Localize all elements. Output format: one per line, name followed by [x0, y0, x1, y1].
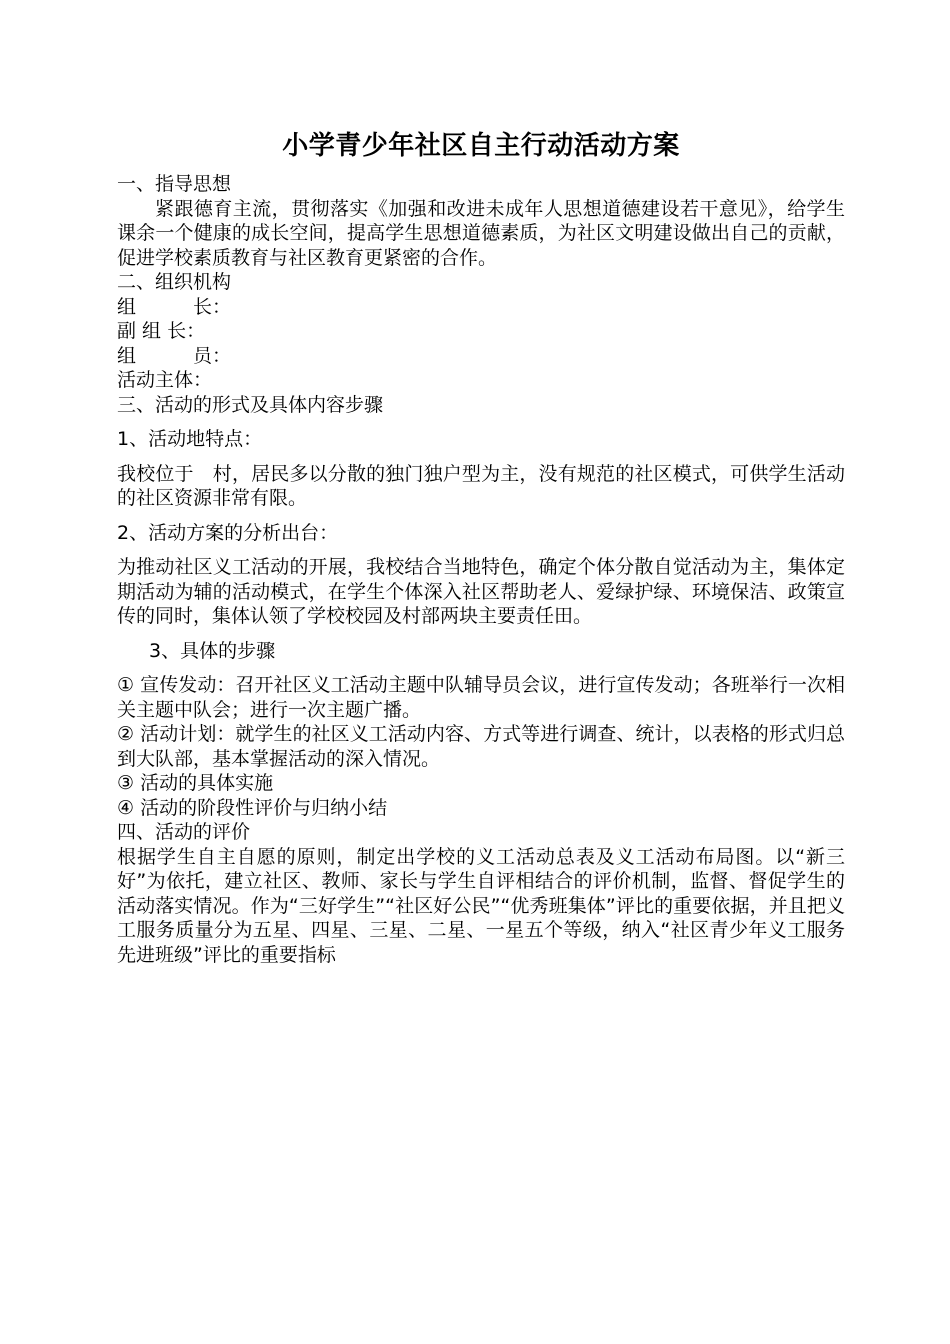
step-item: ① 宣传发动：召开社区义工活动主题中队辅导员会议，进行宣传发动；各班举行一次相关主题中队会；进行一次主题广播。 — [117, 674, 845, 721]
step-item: ④ 活动的阶段性评价与归纳小结 — [117, 796, 388, 819]
section-heading-organization: 二、组织机构 — [117, 271, 232, 293]
document-page — [117, 128, 845, 967]
role-leader-label: 组 长： — [117, 295, 232, 318]
page-title: 小学青少年社区自主行动活动方案 — [282, 131, 680, 161]
subsection-heading-steps: 3、具体的步骤 — [149, 639, 276, 662]
role-subject — [117, 368, 845, 393]
step-item: ③ 活动的具体实施 — [117, 772, 274, 794]
role-deputy-label: 副 组 长： — [117, 320, 206, 342]
evaluation-text: 根据学生自主自愿的原则，制定出学校的义工活动总表及义工活动布局图。以“新三好”为依托，建立社区、教师、家长与学生自评相结合的评价机制，监督、督促学生的活动落实情况。作为“三好学生”“社区好公民”“优秀班集体”评比的重要依据，并且把义工服务质量分为五星、四星、三星、二星、一星五个等级，纳入“社区青少年义工服务先进班级”评比的重要指标 — [117, 845, 845, 966]
role-member — [117, 344, 845, 369]
plan-analysis-text: 为推动社区义工活动的开展，我校结合当地特色，确定个体分散自觉活动为主，集体定期活动为辅的活动模式，在学生个体深入社区帮助老人、爱绿护绿、环境保洁、政策宣传的同时，集体认领了学校校园及村部两块主要责任田。 — [117, 556, 845, 627]
location-text: 我校位于 村，居民多以分散的独门独户型为主，没有规范的社区模式，可供学生活动的社区资源非常有限。 — [117, 462, 845, 509]
section-heading-evaluation: 四、活动的评价 — [117, 821, 251, 843]
guiding-ideology-text: 紧跟德育主流，贯彻落实《加强和改进未成年人思想道德建设若干意见》，给学生课余一个健康的成长空间，提高学生思想道德素质，为社区文明建设做出自己的贡献，促进学校素质教育与社区教育更紧密的合作。 — [117, 197, 845, 269]
role-deputy — [117, 319, 845, 344]
subsection-heading-location: 1、活动地特点： — [117, 428, 263, 450]
step-item: ② 活动计划：就学生的社区义工活动内容、方式等进行调查、统计，以表格的形式归总到大队部，基本掌握活动的深入情况。 — [117, 723, 845, 770]
role-subject-label: 活动主体： — [117, 369, 213, 391]
role-member-label: 组 员： — [117, 344, 232, 367]
role-leader — [117, 295, 845, 320]
section-heading-guiding-ideology: 一、指导思想 — [117, 173, 232, 195]
section-heading-activity-form: 三、活动的形式及具体内容步骤 — [117, 393, 384, 416]
subsection-heading-plan-analysis: 2、活动方案的分析出台： — [117, 521, 339, 544]
